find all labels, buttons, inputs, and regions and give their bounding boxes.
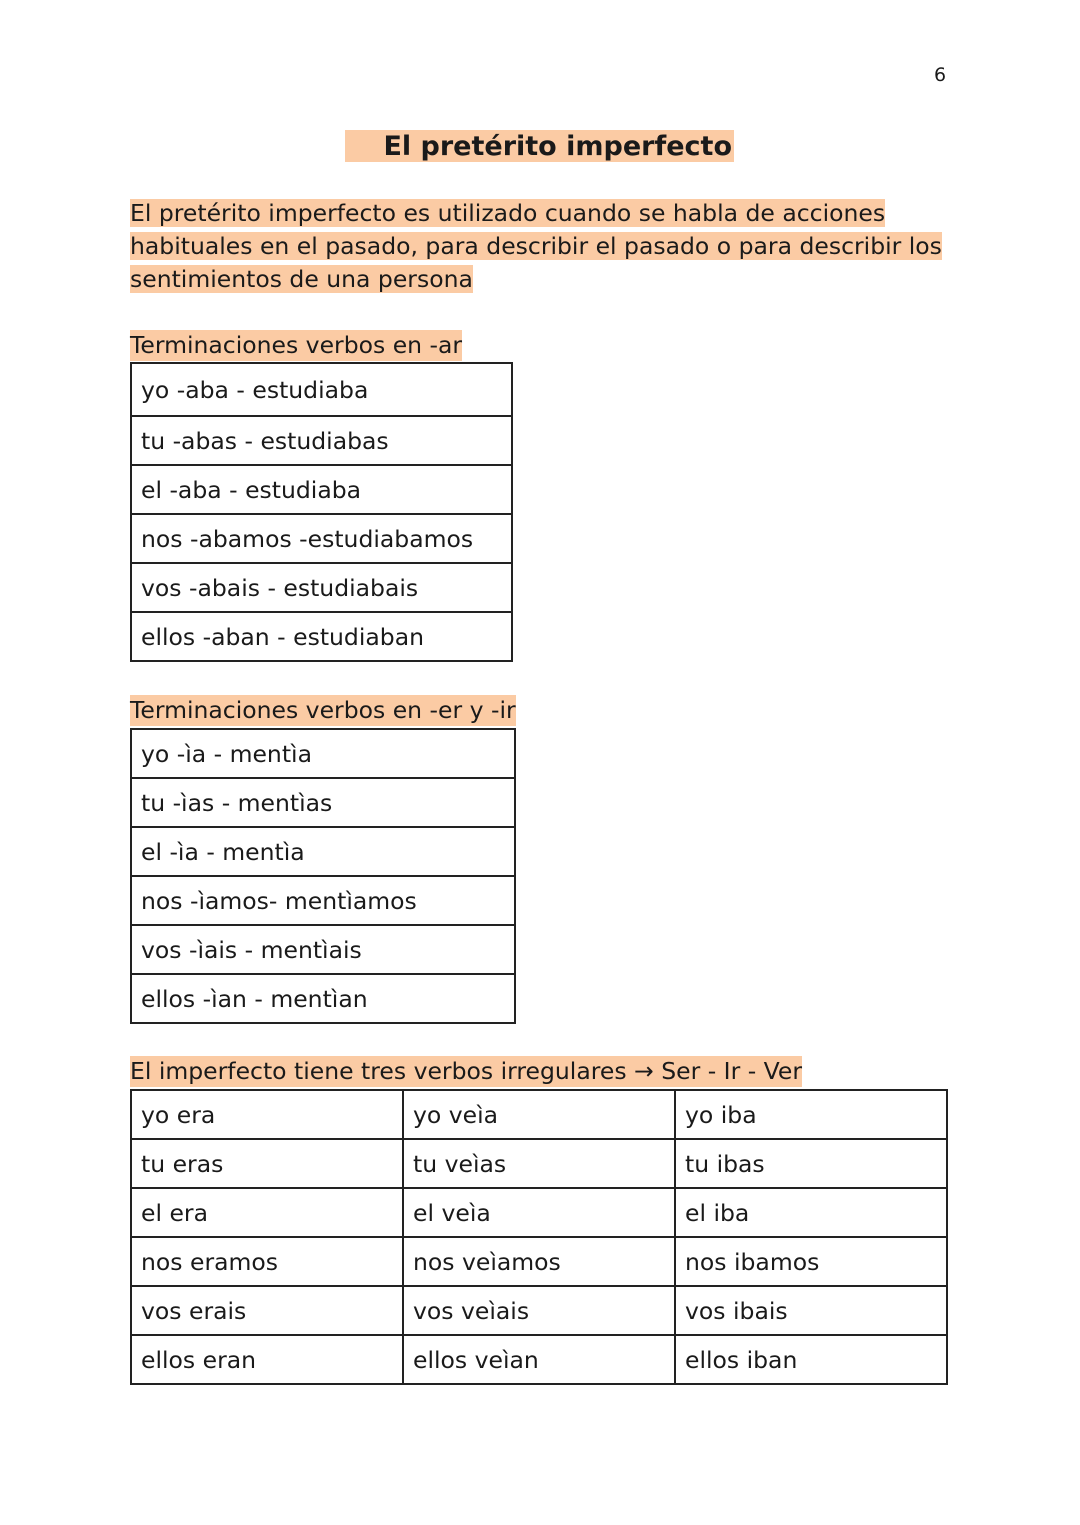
table-cell: tu -abas - estudiabas <box>131 416 512 465</box>
table-cell: tu -ìas - mentìas <box>131 778 515 827</box>
table-cell: ellos eran <box>131 1335 403 1384</box>
table-cell: tu eras <box>131 1139 403 1188</box>
table-cell: ellos -aban - estudiaban <box>131 612 512 661</box>
irregular-verbs-table <box>130 1089 948 1385</box>
er-ir-conjugation-table <box>130 728 516 1024</box>
table-cell: yo veìa <box>403 1090 675 1139</box>
table-cell: nos ibamos <box>675 1237 947 1286</box>
ar-conjugation-table <box>130 362 513 662</box>
table-cell: vos -abais - estudiabais <box>131 563 512 612</box>
table-cell: ellos -ìan - mentìan <box>131 974 515 1023</box>
intro-text: El pretérito imperfecto es utilizado cuando se habla de acciones habituales en el pasado, para describir el pasado o para describir los sentimientos de una persona <box>130 199 942 293</box>
irregular-section-label: El imperfecto tiene tres verbos irregulares → Ser - Ir - Ver <box>130 1057 803 1085</box>
er-ir-section-label: Terminaciones verbos en -er y -ir <box>130 696 516 724</box>
table-cell: el -ìa - mentìa <box>131 827 515 876</box>
table-cell: vos veìais <box>403 1286 675 1335</box>
table-cell: nos eramos <box>131 1237 403 1286</box>
table-cell: el iba <box>675 1188 947 1237</box>
intro-paragraph <box>130 197 960 296</box>
table-cell: yo iba <box>675 1090 947 1139</box>
page-title <box>345 130 734 162</box>
table-cell: ellos iban <box>675 1335 947 1384</box>
table-cell: yo era <box>131 1090 403 1139</box>
table-cell: el era <box>131 1188 403 1237</box>
table-cell: vos erais <box>131 1286 403 1335</box>
table-cell: ellos veìan <box>403 1335 675 1384</box>
table-cell: el -aba - estudiaba <box>131 465 512 514</box>
table-cell: vos ibais <box>675 1286 947 1335</box>
table-cell: nos -ìamos- mentìamos <box>131 876 515 925</box>
table-cell: vos -ìais - mentìais <box>131 925 515 974</box>
table-cell: el veìa <box>403 1188 675 1237</box>
table-cell: nos veìamos <box>403 1237 675 1286</box>
table-cell: nos -abamos -estudiabamos <box>131 514 512 563</box>
page-title-text: El pretérito imperfecto <box>383 131 732 162</box>
table-cell: tu veìas <box>403 1139 675 1188</box>
ar-section-label: Terminaciones verbos en -ar <box>130 331 463 359</box>
table-cell: tu ibas <box>675 1139 947 1188</box>
table-cell: yo -ìa - mentìa <box>131 729 515 778</box>
page-number: 6 <box>934 64 947 86</box>
table-cell: yo -aba - estudiaba <box>131 363 512 416</box>
